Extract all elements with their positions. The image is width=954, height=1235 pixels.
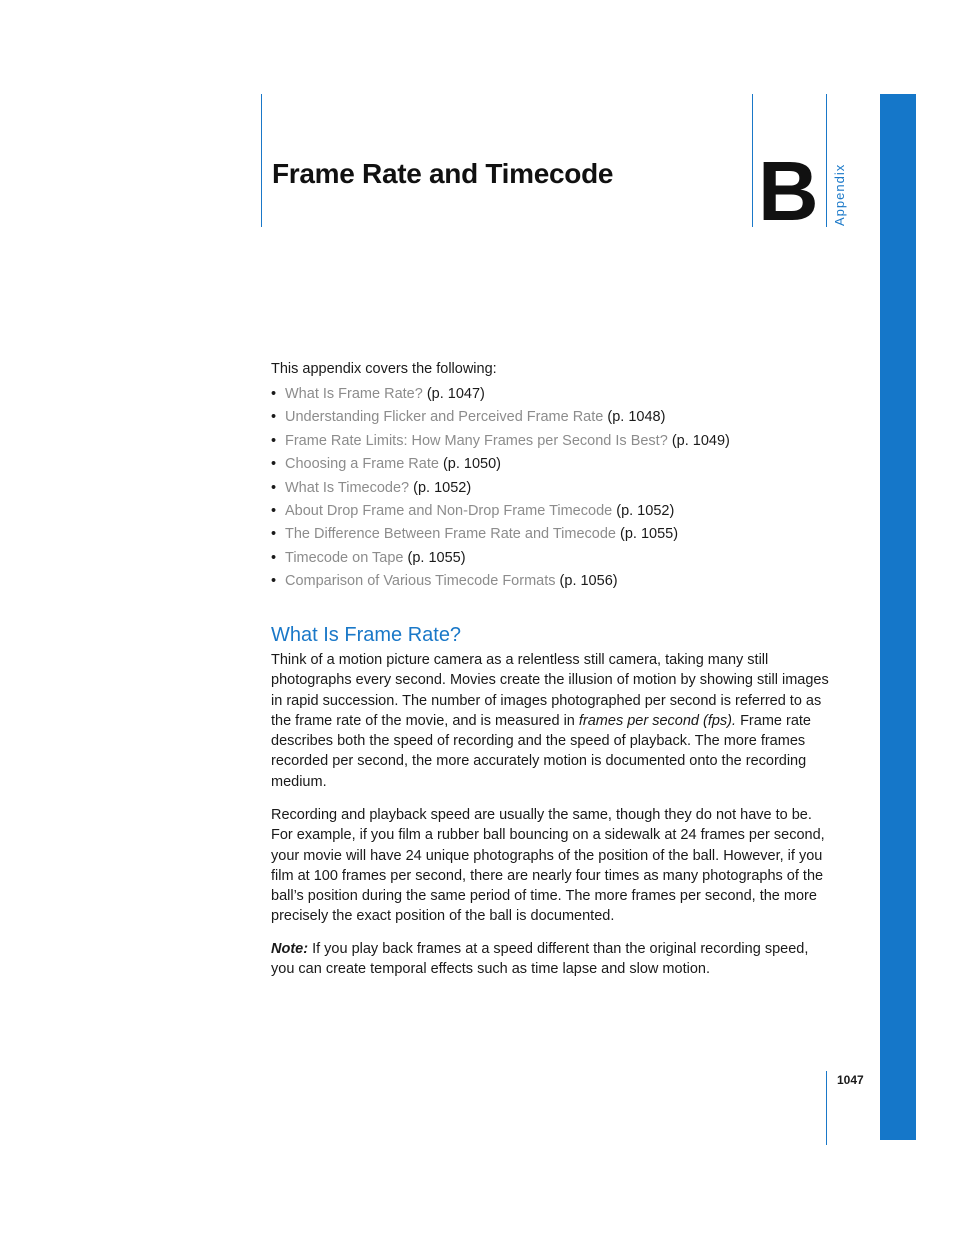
- chapter-letter-rule: [752, 94, 753, 227]
- toc-page-ref: (p. 1056): [559, 573, 618, 590]
- toc-link[interactable]: What Is Timecode?: [285, 479, 410, 496]
- paragraph-text: Frame rate describes both the speed of recording and the speed of playback. The more frames recorded per second, the more accurately motion is documented onto the recording medium.: [271, 712, 811, 790]
- bullet: •: [271, 456, 277, 473]
- note-text: If you play back frames at a speed different than the original recording speed, you can create temporal effects such as time lapse and slow motion.: [271, 941, 809, 978]
- page-number-rule: [826, 1071, 827, 1145]
- bullet: •: [271, 573, 277, 590]
- toc-page-ref: (p. 1052): [413, 479, 472, 496]
- toc-page-ref: (p. 1052): [616, 502, 675, 519]
- page-number: 1047: [837, 1073, 864, 1087]
- toc-page-ref: (p. 1047): [426, 386, 485, 402]
- toc-page-ref: (p. 1050): [442, 456, 502, 473]
- toc-page-ref: (p. 1055): [620, 526, 679, 543]
- bullet: •: [271, 409, 277, 426]
- toc-link[interactable]: Choosing a Frame Rate: [285, 456, 439, 473]
- side-label-rule: [826, 94, 827, 227]
- chapter-tab-bar: [880, 94, 916, 1140]
- toc-page-ref: (p. 1055): [407, 549, 466, 566]
- bullet: •: [271, 502, 277, 519]
- bullet: •: [271, 526, 277, 543]
- toc-link[interactable]: Comparison of Various Timecode Formats: [285, 573, 556, 590]
- toc-link[interactable]: Timecode on Tape: [285, 549, 404, 566]
- italic-term: frames per second (fps).: [578, 712, 737, 729]
- bullet: •: [271, 386, 277, 402]
- toc-item: [271, 524, 730, 547]
- toc-item: [271, 454, 730, 477]
- appendix-side-label: Appendix: [832, 163, 847, 226]
- toc-item: [271, 478, 730, 501]
- section-heading: What Is Frame Rate?: [271, 624, 462, 646]
- intro-text: This appendix covers the following:: [271, 361, 497, 377]
- toc-item: [271, 431, 730, 454]
- title-left-rule: [261, 94, 262, 227]
- toc-item: [271, 407, 730, 430]
- toc-link[interactable]: About Drop Frame and Non-Drop Frame Timecode: [285, 502, 613, 519]
- toc-link[interactable]: What Is Frame Rate?: [285, 386, 423, 402]
- toc-item: [271, 571, 730, 594]
- toc-item: [271, 501, 730, 524]
- body-paragraph: Recording and playback speed are usually the same, though they do not have to be. For example, if you film a rubber ball bouncing on a sidewalk at 24 frames per second, your movie will have 24 unique photographs of the position of the ball. However, if you film at 100 frames per second, there are nearly four times as many photographs of the ball’s position during the same period of time. The more frames per second, the more precisely the exact position of the ball is documented.: [271, 807, 825, 925]
- bullet: •: [271, 549, 277, 566]
- toc-list: [271, 384, 730, 595]
- note-paragraph: [271, 939, 831, 980]
- body-paragraph: [271, 650, 831, 792]
- paragraph-text: Think of a motion picture camera as a relentless still camera, taking many still photographs every second. Movies create the illusion of motion by showing still images in rapid succession. The number of images photographed per second is referred to as the frame rate of the movie, and is measured in: [271, 652, 829, 729]
- toc-link[interactable]: Frame Rate Limits: How Many Frames per Second Is Best?: [285, 432, 668, 449]
- toc-link[interactable]: The Difference Between Frame Rate and Timecode: [285, 526, 616, 543]
- toc-page-ref: (p. 1049): [671, 432, 730, 449]
- toc-item: [271, 384, 730, 407]
- note-label: Note:: [271, 941, 309, 957]
- bullet: •: [271, 432, 277, 449]
- toc-page-ref: (p. 1048): [607, 409, 666, 426]
- bullet: •: [271, 479, 277, 496]
- page-title: Frame Rate and Timecode: [272, 158, 614, 189]
- toc-item: [271, 548, 730, 571]
- chapter-letter: B: [758, 144, 819, 238]
- toc-link[interactable]: Understanding Flicker and Perceived Frame Rate: [285, 409, 604, 426]
